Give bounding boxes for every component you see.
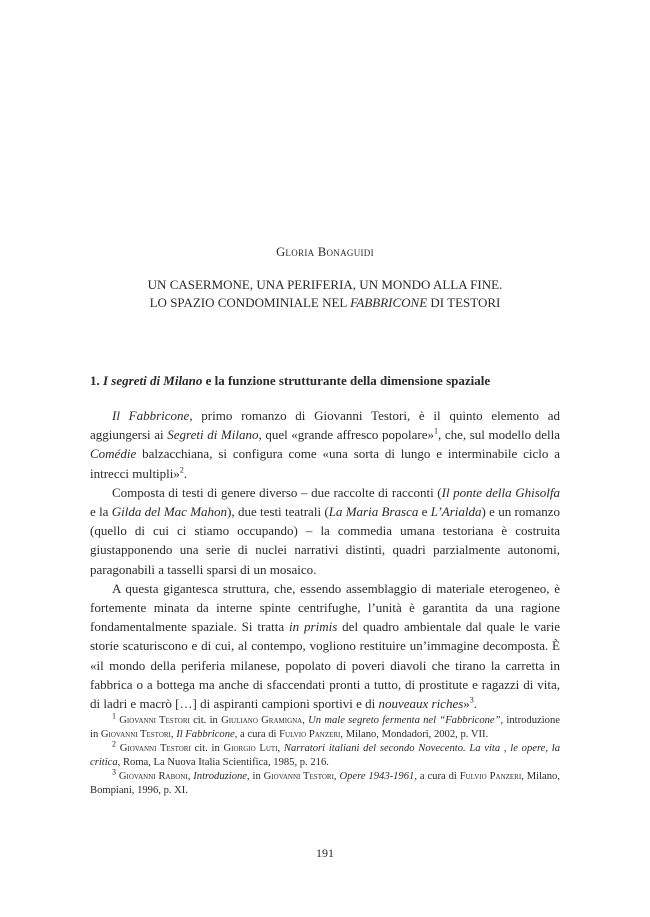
text: , — [170, 729, 177, 740]
text: ) e un romanzo (quello di cui ci stiamo occupando) – la commedia umana testoriana è costruita giustapponendo una serie di nuclei narrativi distinti, quadri parzialmente autonomi, paragonabili a tasselli sparsi di un mosaico. — [90, 504, 560, 577]
paragraph-1 — [90, 406, 560, 483]
title-text: LO SPAZIO CONDOMINIALE NEL — [149, 295, 351, 310]
text: Composta di testi di genere diverso – due raccolte di racconti ( — [112, 484, 442, 500]
author-name-text: Fulvio Panzeri — [459, 771, 522, 782]
text: balzacchiana, si configura come «una sorta di lungo e interminabile ciclo a intrecci multipli» — [90, 446, 560, 481]
author-name-text: Fulvio Panzeri — [279, 729, 341, 740]
text: A questa gigantesca struttura, che, essendo assemblaggio di materiale eterogeneo, è fortemente minata da interne spinte centrifughe, l’unità è garantita da una ragione fondamentalmente spaziale. Si tratta — [90, 580, 560, 635]
author-name: Gloria Bonaguidi — [276, 245, 374, 259]
text: e — [418, 504, 431, 520]
text: , Milano, Bompiani, 1996, p. XI. — [90, 771, 560, 796]
text: , in — [247, 771, 264, 782]
italic-text: Segreti di Milano — [167, 427, 259, 443]
italic-text: La Maria Brasca — [328, 504, 419, 520]
author-name-text: Giovanni Testori — [119, 743, 191, 754]
section-heading — [90, 373, 560, 389]
text: , Milano, Mondadori, 2002, p. VII. — [340, 729, 489, 740]
footnotes — [90, 711, 560, 798]
author-name-text: Giorgio Luti — [223, 743, 278, 754]
paragraph-3 — [90, 579, 560, 713]
footnote-3 — [90, 767, 560, 798]
footnote-number: 3 — [112, 767, 116, 777]
author-name-text: Giuliano Gramigna — [221, 715, 303, 726]
text: , a cura di — [414, 771, 460, 782]
text: cit. in — [190, 743, 224, 754]
text: , — [187, 771, 194, 782]
footnote-number: 1 — [112, 711, 116, 721]
author-name-text: Giovanni Testori — [263, 771, 334, 782]
paragraph-2 — [90, 483, 560, 579]
author-name-text: Giovanni Raboni — [118, 771, 188, 782]
article-title — [80, 276, 570, 312]
text: ), due testi teatrali ( — [227, 504, 329, 520]
italic-text: Un male segreto fermenta nel “Fabbricone” — [308, 715, 501, 726]
text: » — [463, 696, 470, 712]
body-text — [90, 406, 560, 713]
section-title-italic: I segreti di Milano — [103, 373, 203, 388]
title-line-2 — [80, 294, 570, 312]
text: . — [473, 696, 478, 712]
italic-text: Comédie — [90, 446, 137, 462]
author-name-text: Giovanni Testori — [119, 715, 190, 726]
footnote-number: 2 — [112, 739, 116, 749]
footnote-1 — [90, 711, 560, 742]
italic-text: Il Fabbricone — [112, 408, 190, 423]
italic-text: Narratori italiani del secondo Novecento. La vita , le opere, la critica — [90, 743, 560, 768]
footnote-ref[interactable]: 2 — [179, 465, 184, 475]
footnote-ref[interactable]: 1 — [433, 426, 438, 436]
text: , quel «grande affresco popolare» — [258, 427, 434, 443]
text: del quadro ambientale dal quale le varie storie scaturiscono e di cui, al contempo, vogliono restituire un’immagine decomposta. È «il mondo della periferia milanese, popolato di poveri diavoli che tirano la carretta in fabbrica o a bottega ma anche di sfaccendati pronti a tutto, di prostitute e ragazzi di vita, di ladri e macrò […] di aspiranti campioni sportivi e di — [90, 619, 560, 712]
text: , — [333, 771, 340, 782]
text: , che, sul modello della — [437, 427, 560, 443]
footnote-ref[interactable]: 3 — [469, 695, 474, 705]
title-line-1: UN CASERMONE, UNA PERIFERIA, UN MONDO ALLA FINE. — [147, 277, 503, 292]
italic-text: Opere 1943-1961 — [339, 771, 415, 782]
text: , a cura di — [234, 729, 280, 740]
text: , Roma, La Nuova Italia Scientifica, 1985, p. 216. — [117, 757, 329, 768]
author-name-text: Giovanni Testori — [100, 729, 171, 740]
italic-text: Il ponte della Ghisolfa — [441, 484, 560, 500]
section-number: 1. — [90, 373, 100, 388]
italic-text: Gilda del Mac Mahon — [111, 504, 228, 520]
page-number: 191 — [316, 846, 334, 860]
title-text: DI TESTORI — [427, 295, 501, 310]
italic-text: Introduzione — [193, 771, 247, 782]
italic-text: Il Fabbricone — [176, 729, 235, 740]
text: , — [277, 743, 284, 754]
text: , primo romanzo di Giovanni Testori, è il quinto elemento ad aggiungersi ai — [90, 408, 560, 443]
italic-text: L’Arialda — [430, 504, 482, 520]
footnote-2 — [90, 739, 560, 770]
text: , — [302, 715, 309, 726]
text: cit. in — [189, 715, 222, 726]
text: . — [183, 465, 188, 481]
italic-text: nouveaux riches — [378, 696, 464, 712]
text: , introduzione in — [90, 715, 560, 740]
italic-text: in primis — [289, 619, 338, 635]
section-title-text: e la funzione strutturante della dimensione spaziale — [202, 373, 491, 388]
text: e la — [90, 504, 112, 520]
title-italic-text: FABBRICONE — [350, 295, 428, 310]
